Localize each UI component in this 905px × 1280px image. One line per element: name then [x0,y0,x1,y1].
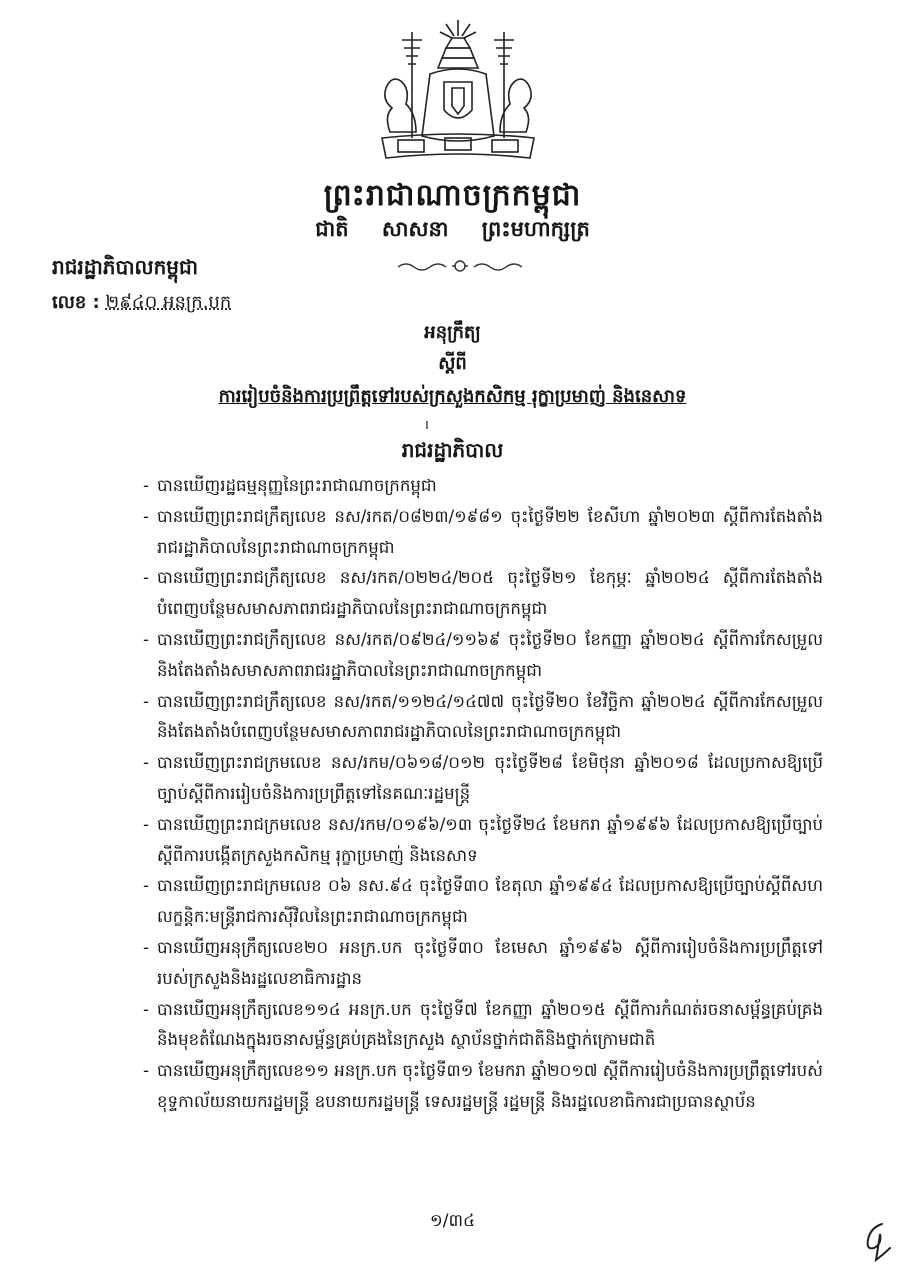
list-item: - បានឃើញព្រះរាជក្រឹត្យលេខ នស/រកត/០៨២៣/១៩៨១ ចុះថ្ងៃទី២២ ខែសីហា ឆ្នាំ២០២៣ ស្តីពីការតែងតាំងរាជរដ្ឋាភិបាលនៃព្រះរាជាណាចក្រកម្ពុជា [143,502,823,564]
preamble-clauses [143,471,823,1118]
document-title: ការរៀបចំនិងការប្រព្រឹត្តទៅរបស់ក្រសួងកសិកម្ម រុក្ខាប្រមាញ់ និងនេសាទ [218,386,687,407]
page-number: ១/៣៤ [429,1211,476,1231]
issuing-government: រាជរដ្ឋាភិបាលកម្ពុជា [52,255,198,279]
list-item: - បានឃើញព្រះរាជក្រមលេខ នស/រកម/០៦១៨/០១២ ចុះថ្ងៃទី២៨ ខែមិថុនា ឆ្នាំ២០១៨ ដែលប្រកាសឱ្យប្រើច្បាប់ស្តីពីការរៀបចំនិងការប្រព្រឹត្តទៅនៃគណៈរដ្ឋមន្ត្រី [143,748,823,810]
list-item: - បានឃើញអនុក្រឹត្យលេខ១១ អនក្រ.បក ចុះថ្ងៃទី៣១ ខែមករា ឆ្នាំ២០១៧ ស្តីពីការរៀបចំនិងការប្រព្រឹត្តទៅរបស់ខុទ្ទកាល័យនាយករដ្ឋមន្ត្រី ឧបនាយករដ្ឋមន្ត្រី ទេសរដ្ឋមន្ត្រី រដ្ឋមន្ត្រី និងរដ្ឋលេខាធិការជាប្រធានស្ថាប័ន [143,1056,823,1118]
list-item: - បានឃើញរដ្ឋធម្មនុញ្ញនៃព្រះរាជាណាចក្រកម្ពុជា [143,471,823,502]
reference-value: ២៩៤០ អនក្រ.បក [105,292,232,313]
list-item: - បានឃើញអនុក្រឹត្យលេខ១១៤ អនក្រ.បក ចុះថ្ងៃទី៧ ខែកញ្ញា ឆ្នាំ២០១៥ ស្តីពីការកំណត់រចនាសម្ព័ន្ធគ្រប់គ្រងនិងមុខតំណែងក្នុងរចនាសម្ព័ន្ធគ្រប់គ្រងនៃក្រសួង ស្ថាប័នថ្នាក់ជាតិនិងថ្នាក់ក្រោមជាតិ [143,995,823,1057]
list-item: - បានឃើញអនុក្រឹត្យលេខ២០ អនក្រ.បក ចុះថ្ងៃទី៣០ ខែមេសា ឆ្នាំ១៩៩៦ ស្តីពីការរៀបចំនិងការប្រព្រឹត្តទៅរបស់ក្រសួងនិងរដ្ឋលេខាធិការដ្ឋាន [143,933,823,995]
list-item: - បានឃើញព្រះរាជក្រឹត្យលេខ នស/រកត/១១២៤/១៤៧៧ ចុះថ្ងៃទី២០ ខែវិច្ឆិកា ឆ្នាំ២០២៤ ស្តីពីការកែសម្រួលនិងតែងតាំងបំពេញបន្ថែមសមាសភាពរាជរដ្ឋាភិបាលនៃព្រះរាជាណាចក្រកម្ពុជា [143,687,823,749]
list-item: - បានឃើញព្រះរាជក្រឹត្យលេខ នស/រកត/០៩២៤/១១៦៩ ចុះថ្ងៃទី២០ ខែកញ្ញា ឆ្នាំ២០២៤ ស្តីពីការកែសម្រួលនិងតែងតាំងសមាសភាពរាជរដ្ឋាភិបាលនៃព្រះរាជាណាចក្រកម្ពុជា [143,625,823,687]
kingdom-title: ព្រះរាជាណាចក្រកម្ពុជា [323,178,582,213]
handwritten-initial-icon [852,1218,896,1264]
scan-mark [426,421,428,429]
reference-number [52,290,231,317]
list-item: - បានឃើញព្រះរាជក្រមលេខ ០៦ នស.៩៤ ចុះថ្ងៃទី៣០ ខែតុលា ឆ្នាំ១៩៩៤ ដែលប្រកាសឱ្យប្រើច្បាប់ស្តីពីសហលក្ខន្តិកៈមន្ត្រីរាជការស៊ីវិលនៃព្រះរាជាណាចក្រកម្ពុជា [143,871,823,933]
list-item: - បានឃើញព្រះរាជក្រមលេខ នស/រកម/០១៩៦/១៣ ចុះថ្ងៃទី២៤ ខែមករា ឆ្នាំ១៩៩៦ ដែលប្រកាសឱ្យប្រើច្បាប់ស្តីពីការបង្កើតក្រសួងកសិកម្ម រុក្ខាប្រមាញ់ និងនេសាទ [143,810,823,872]
list-item: - បានឃើញព្រះរាជក្រឹត្យលេខ នស/រកត/០២២៤/២០៥ ចុះថ្ងៃទី២១ ខែកុម្ភៈ ឆ្នាំ២០២៤ ស្តីពីការតែងតាំងបំពេញបន្ថែមសមាសភាពរាជរដ្ឋាភិបាលនៃព្រះរាជាណាចក្រកម្ពុជា [143,563,823,625]
national-motto: ជាតិ សាសនា ព្រះមហាក្សត្រ [315,217,590,241]
reference-label: លេខ : [52,292,100,313]
royal-coat-of-arms-icon [372,18,544,172]
subject-label: ស្តីពី [438,353,467,374]
document-type: អនុក្រឹត្យ [424,322,481,343]
issuing-authority: រាជរដ្ឋាភិបាល [401,438,504,462]
decorative-divider-icon [396,258,524,274]
